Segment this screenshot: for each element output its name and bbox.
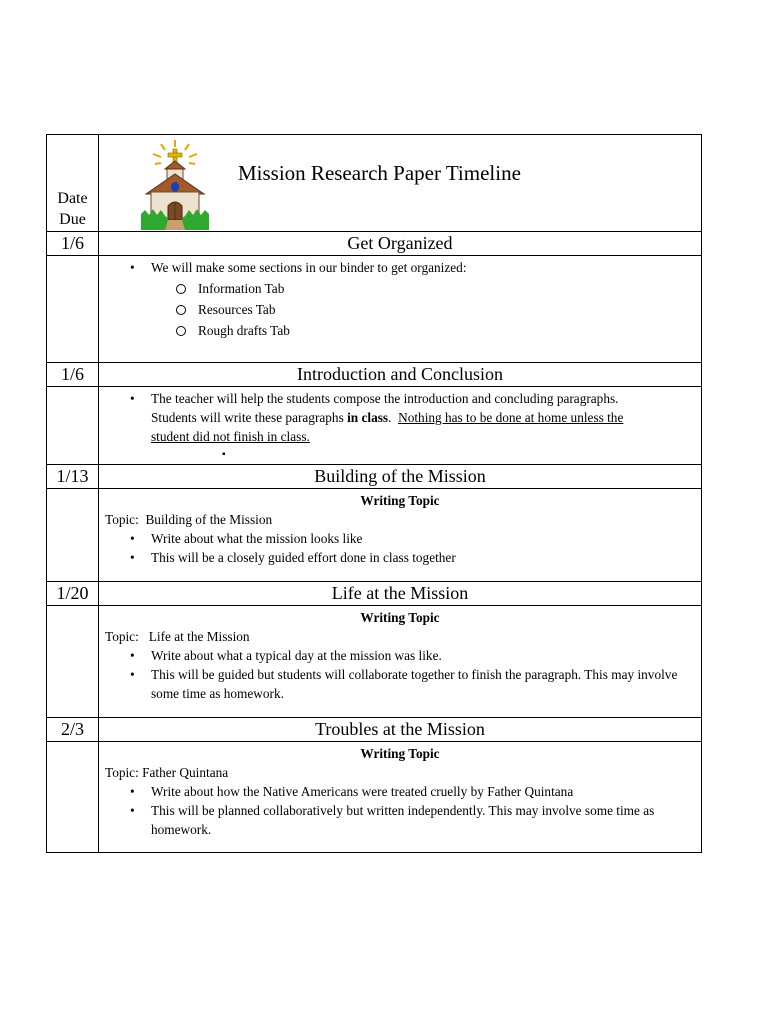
section-body-row xyxy=(47,489,702,582)
section-heading: Building of the Mission xyxy=(99,465,702,489)
bullet-item: • Write about what a typical day at the mission was like. xyxy=(105,646,695,665)
topic-label: Topic: xyxy=(105,629,139,644)
topic-line xyxy=(105,763,695,782)
section-body-row xyxy=(47,742,702,853)
document-title: Mission Research Paper Timeline xyxy=(238,161,521,185)
topic-label: Topic: xyxy=(105,765,139,780)
date-due-header-cell xyxy=(47,135,99,232)
underlined-text: student did not finish in class. xyxy=(151,429,310,444)
bold-text: in class xyxy=(347,410,389,425)
section-heading: Life at the Mission xyxy=(99,582,702,606)
bullet-item: • This will be a closely guided effort done in class together xyxy=(105,548,695,567)
section-date: 1/6 xyxy=(47,363,99,387)
bullet-text: Students will write these paragraphs xyxy=(151,410,344,425)
writing-topic-label: Writing Topic xyxy=(360,493,440,508)
section-date-empty xyxy=(47,489,99,582)
writing-topic-label: Writing Topic xyxy=(360,746,440,761)
bullet-text: . xyxy=(388,410,392,425)
section-body-row xyxy=(47,606,702,718)
section-body xyxy=(99,489,702,582)
sub-bullet-item: Resources Tab xyxy=(105,300,695,319)
writing-topic-label: Writing Topic xyxy=(360,610,440,625)
timeline-table xyxy=(46,134,702,853)
section-heading-row xyxy=(47,582,702,606)
section-date: 2/3 xyxy=(47,718,99,742)
underlined-text: Nothing has to be done at home unless the xyxy=(398,410,624,425)
section-date: 1/13 xyxy=(47,465,99,489)
section-date-empty xyxy=(47,256,99,363)
section-date-empty xyxy=(47,387,99,465)
sub-bullet-item: Information Tab xyxy=(105,279,695,298)
section-heading: Troubles at the Mission xyxy=(99,718,702,742)
section-heading: Get Organized xyxy=(99,232,702,256)
bullet-item: • We will make some sections in our binder to get organized: xyxy=(105,258,695,277)
header-row xyxy=(47,135,702,232)
section-body-row xyxy=(47,387,702,465)
sub-bullet-item: Rough drafts Tab xyxy=(105,321,695,340)
bullet-dot: • xyxy=(130,391,135,406)
topic-line xyxy=(105,510,695,529)
bullet-item: • This will be guided but students will collaborate together to finish the paragraph. This may involve some time as homework. xyxy=(105,665,695,703)
bullet-text: The teacher will help the students compose the introduction and concluding paragraphs. xyxy=(151,391,619,406)
section-heading-row xyxy=(47,363,702,387)
section-date-empty xyxy=(47,606,99,718)
bullet-item: • Write about how the Native Americans were treated cruelly by Father Quintana xyxy=(105,782,695,801)
section-body xyxy=(99,256,702,363)
section-heading-row xyxy=(47,465,702,489)
title-header-cell xyxy=(99,135,702,232)
section-body-row xyxy=(47,256,702,363)
square-bullet: ▪ xyxy=(222,449,226,460)
section-heading: Introduction and Conclusion xyxy=(99,363,702,387)
section-date-empty xyxy=(47,742,99,853)
bullet-item: • This will be planned collaboratively but written independently. This may involve some time as homework. xyxy=(105,801,695,839)
topic-value: Building of the Mission xyxy=(145,512,273,527)
topic-label: Topic: xyxy=(105,512,139,527)
date-due-header: Date Due xyxy=(57,190,88,228)
section-date: 1/6 xyxy=(47,232,99,256)
bullet-item xyxy=(105,389,695,446)
bullet-item: • Write about what the mission looks like xyxy=(105,529,695,548)
section-body xyxy=(99,606,702,718)
section-body xyxy=(99,742,702,853)
topic-value: Life at the Mission xyxy=(148,629,250,644)
section-date: 1/20 xyxy=(47,582,99,606)
section-body xyxy=(99,387,702,465)
church-icon xyxy=(141,140,209,230)
topic-line xyxy=(105,627,695,646)
section-heading-row xyxy=(47,718,702,742)
section-heading-row xyxy=(47,232,702,256)
topic-value: Father Quintana xyxy=(142,765,229,780)
